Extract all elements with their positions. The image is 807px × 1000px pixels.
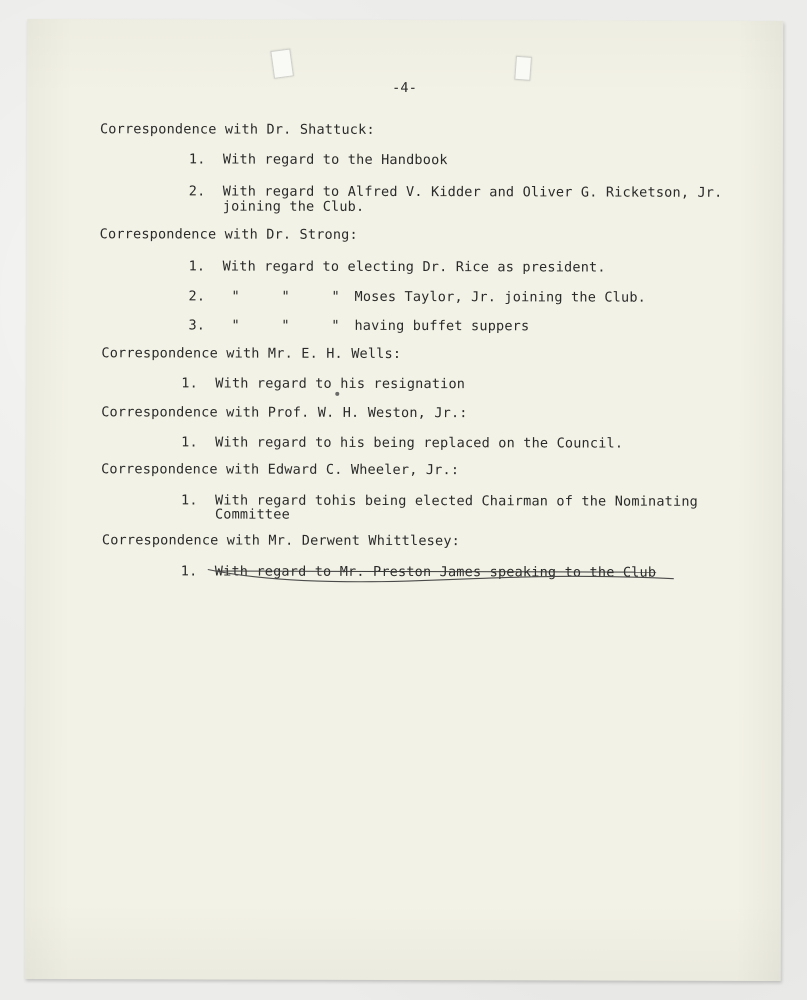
item-number: 1.	[181, 434, 198, 451]
item-number: 2.	[188, 288, 206, 305]
item-text: With regard tohis being elected Chairman of the Nominating	[214, 492, 699, 510]
section-heading: Correspondence with Mr. E. H. Wells:	[101, 345, 402, 362]
section-heading: Correspondence with Dr. Shattuck:	[99, 121, 375, 138]
item-number: 1.	[180, 563, 198, 580]
item-number: 1.	[188, 151, 206, 168]
item-text: With regard to Alfred V. Kidder and Oliver G. Ricketson, Jr.	[222, 183, 723, 201]
document-page	[25, 19, 784, 981]
item-number: 2.	[188, 183, 206, 200]
item-text-continued: joining the Club.	[222, 198, 365, 215]
item-text: With regard to the Handbook	[222, 151, 448, 169]
item-text: With regard to electing Dr. Rice as president.	[222, 258, 606, 276]
section-heading: Correspondence with Mr. Derwent Whittlesey:	[101, 532, 461, 550]
item-number: 1.	[180, 492, 198, 509]
tape-strip	[514, 56, 532, 81]
ditto-marks: " " "	[231, 317, 340, 334]
section-heading: Correspondence with Edward C. Wheeler, Jr.:	[101, 461, 460, 479]
tape-strip	[270, 48, 294, 78]
ink-dot	[335, 392, 339, 396]
section-heading: Correspondence with Prof. W. H. Weston, Jr.:	[101, 404, 468, 422]
item-number: 1.	[181, 375, 198, 392]
item-text: With regard to his being replaced on the Council.	[215, 434, 624, 452]
item-text: Moses Taylor, Jr. joining the Club.	[354, 288, 647, 306]
item-number: 3.	[188, 317, 206, 334]
item-number: 1.	[188, 258, 206, 275]
item-text: With regard to his resignation	[215, 375, 466, 393]
item-text: having buffet suppers	[354, 317, 530, 335]
handwritten-strike-stroke	[206, 563, 676, 586]
section-heading: Correspondence with Dr. Strong:	[99, 226, 358, 243]
item-text-continued: Committee	[214, 506, 290, 523]
page-number: -4-	[392, 79, 418, 97]
ditto-marks: " " "	[231, 288, 340, 305]
item-text-struck: With regard to Mr. Preston James speaking to the Club	[214, 563, 657, 581]
